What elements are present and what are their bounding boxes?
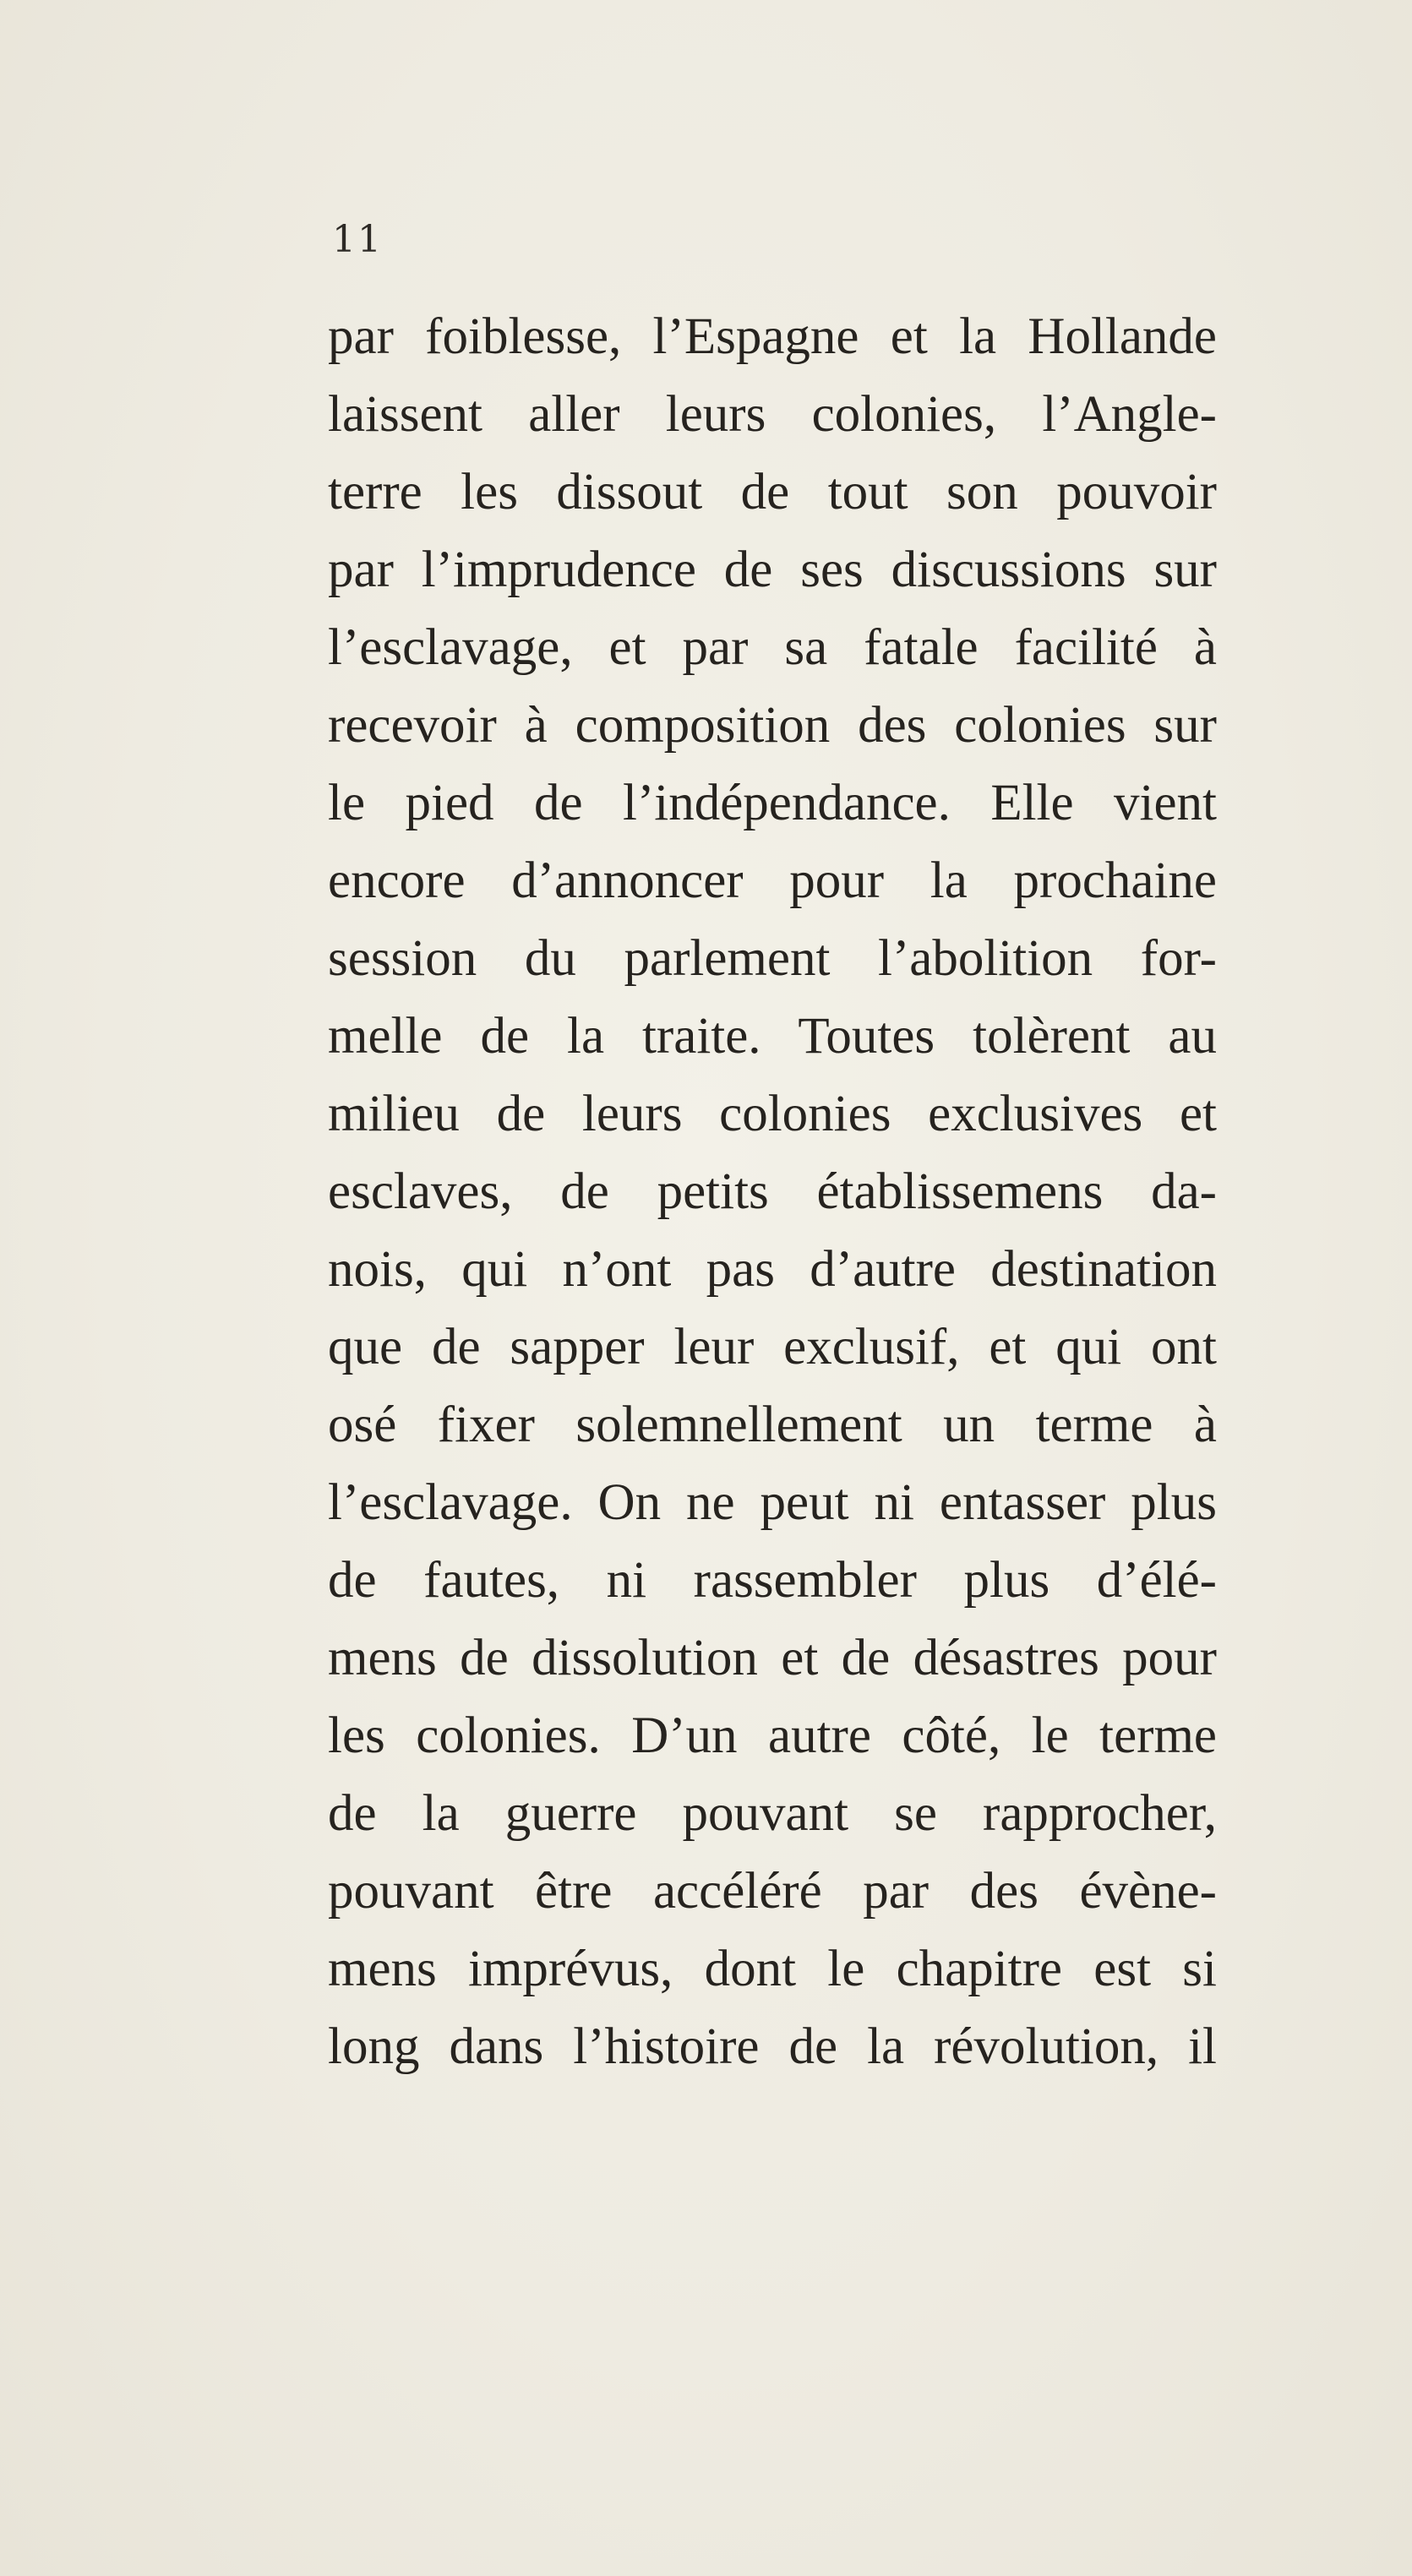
text-line: esclaves, de petits établissemens da- xyxy=(328,1163,1217,1220)
text-line: laissent aller leurs colonies, l’Angle- xyxy=(328,386,1217,443)
text-line: nois, qui n’ont pas d’autre destination xyxy=(328,1241,1217,1298)
page-number: 11 xyxy=(332,218,383,261)
text-line: l’esclavage. On ne peut ni entasser plus xyxy=(328,1474,1217,1531)
text-line: mens imprévus, dont le chapitre est si xyxy=(328,1941,1217,1997)
text-line: de la guerre pouvant se rapprocher, xyxy=(328,1785,1217,1842)
text-line: encore d’annoncer pour la prochaine xyxy=(328,852,1217,909)
text-line: par foiblesse, l’Espagne et la Hollande xyxy=(328,308,1217,365)
text-line: mens de dissolution et de désastres pour xyxy=(328,1630,1217,1686)
text-line: l’esclavage, et par sa fatale facilité à xyxy=(328,619,1217,676)
text-line: par l’imprudence de ses discussions sur xyxy=(328,542,1217,598)
text-line: le pied de l’indépendance. Elle vient xyxy=(328,775,1217,831)
text-line: melle de la traite. Toutes tolèrent au xyxy=(328,1008,1217,1065)
text-line: recevoir à composition des colonies sur xyxy=(328,697,1217,754)
text-line: osé fixer solemnellement un terme à xyxy=(328,1397,1217,1453)
text-line: session du parlement l’abolition for- xyxy=(328,930,1217,987)
text-line: les colonies. D’un autre côté, le terme xyxy=(328,1707,1217,1764)
text-line: milieu de leurs colonies exclusives et xyxy=(328,1086,1217,1142)
text-line: terre les dissout de tout son pouvoir xyxy=(328,464,1217,520)
body-text xyxy=(328,298,1217,2086)
text-line: que de sapper leur exclusif, et qui ont xyxy=(328,1319,1217,1375)
text-line: de fautes, ni rassembler plus d’élé- xyxy=(328,1552,1217,1609)
text-line: long dans l’histoire de la révolution, il xyxy=(328,2018,1217,2075)
text-line: pouvant être accéléré par des évène- xyxy=(328,1863,1217,1920)
